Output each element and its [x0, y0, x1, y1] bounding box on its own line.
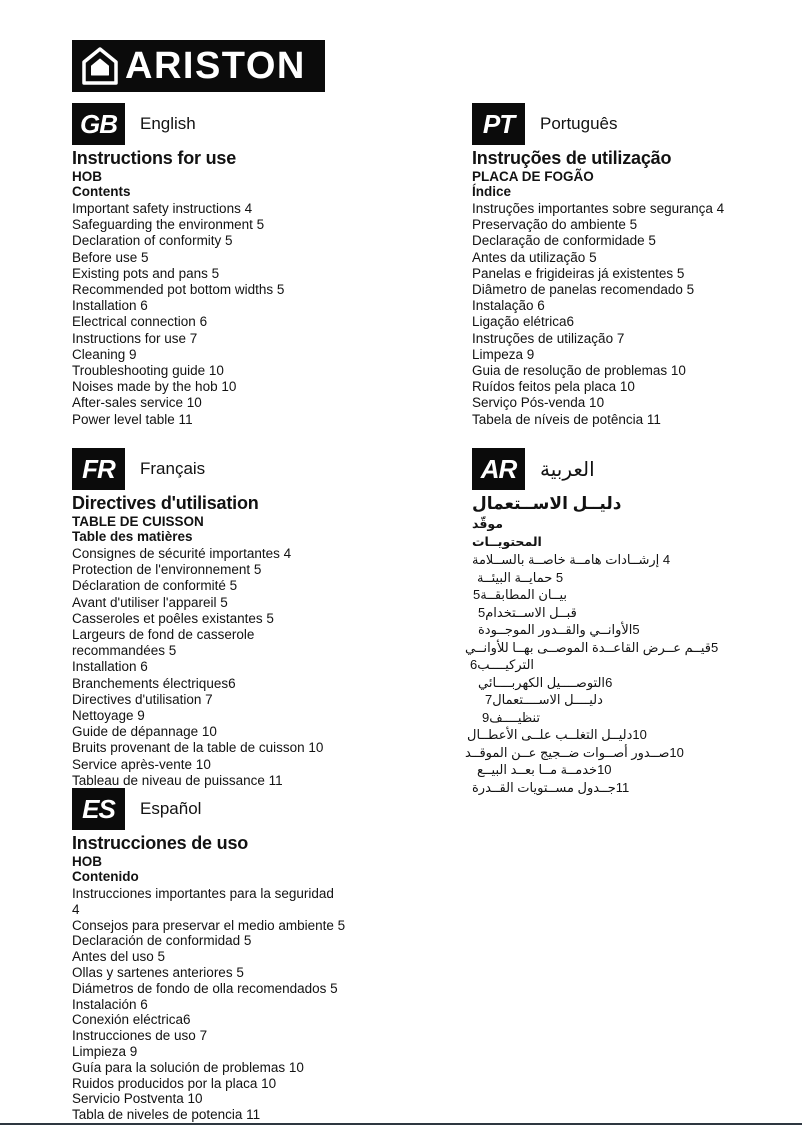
- toc-item: Important safety instructions 4: [72, 201, 253, 216]
- toc-item: Limpieza 9: [72, 1043, 138, 1059]
- toc-item: Preservação do ambiente 5: [472, 217, 638, 233]
- language-code: FR: [82, 453, 115, 484]
- toc-item: Limpeza 9: [472, 346, 535, 362]
- language-name: Español: [140, 799, 202, 818]
- toc-list: [72, 886, 412, 1123]
- toc-item: Ruídos feitos pela placa 10: [472, 379, 635, 395]
- language-code: ES: [82, 793, 115, 824]
- toc-item: Instrucciones importantes para la seguridad: [72, 886, 334, 901]
- toc-list: [472, 201, 802, 428]
- toc-list: [72, 546, 412, 789]
- language-code: PT: [482, 108, 515, 139]
- section-header: [472, 103, 802, 145]
- toc-item: Guía para la solución de problemas 10: [72, 1059, 304, 1075]
- brand-name: ARISTON: [125, 45, 306, 87]
- section-spanish: [72, 788, 412, 1123]
- toc-item: Safeguarding the environment 5: [72, 217, 265, 233]
- toc-item: Service après-vente 10: [72, 756, 211, 772]
- toc-item: Cleaning 9: [72, 346, 137, 362]
- toc-item: Installation 6: [72, 659, 148, 675]
- section-english: [72, 103, 412, 428]
- toc-item: Servicio Postventa 10: [72, 1091, 203, 1107]
- toc-item: 6التركيــــب: [470, 657, 535, 672]
- contents-label: Contents: [72, 184, 131, 199]
- section-title: Directives d'utilisation: [72, 493, 259, 513]
- section-subtitle: HOB: [72, 169, 102, 184]
- toc-item: 7دليــــل الاســــتعمال: [485, 692, 603, 707]
- language-name: Português: [540, 114, 618, 133]
- toc-item: Largeurs de fond de casserole: [72, 627, 255, 643]
- toc-item: Instalación 6: [72, 996, 148, 1012]
- house-icon: [80, 45, 120, 87]
- toc-item: Casseroles et poêles existantes 5: [72, 610, 274, 626]
- section-title: Instruções de utilização: [472, 148, 672, 168]
- section-french: [72, 448, 412, 789]
- section-title: Instrucciones de uso: [72, 833, 249, 853]
- section-header: [72, 788, 412, 830]
- toc-item: حمايــة البيئــة ‎5: [477, 569, 564, 585]
- toc-item: Instalação 6: [472, 298, 545, 314]
- language-badge-ar: [472, 448, 525, 490]
- toc-item: Power level table 11: [72, 411, 193, 427]
- toc-item: After-sales service 10: [72, 395, 202, 411]
- toc-item: Bruits provenant de la table de cuisson 10: [72, 740, 324, 756]
- language-code: AR: [480, 453, 517, 484]
- section-header: [72, 448, 412, 490]
- toc-item: Declaración de conformidad 5: [72, 933, 252, 949]
- toc-item: الأوانــي والقــدور الموجــودة‎5: [478, 622, 640, 637]
- toc-item: 5قبــل الاســتخدام: [478, 604, 577, 620]
- toc-item: Tabla de niveles de potencia 11: [72, 1107, 261, 1123]
- toc-item: 9تنظيــــف: [482, 709, 541, 725]
- toc-item: Ollas y sartenes anteriores 5: [72, 964, 244, 980]
- toc-item: 4: [72, 901, 80, 917]
- toc-item: Antes del uso 5: [72, 949, 166, 965]
- contents-label: Table des matières: [72, 529, 193, 544]
- toc-item: Troubleshooting guide 10: [72, 363, 224, 379]
- toc-item: Instrucciones de uso 7: [72, 1028, 208, 1044]
- toc-list: [72, 201, 412, 428]
- toc-item: Nettoyage 9: [72, 708, 145, 724]
- section-header: [72, 103, 412, 145]
- toc-item: recommandées 5: [72, 643, 177, 659]
- language-code: GB: [80, 108, 117, 139]
- language-name: English: [140, 114, 196, 133]
- language-badge-es: [72, 788, 125, 830]
- toc-item: جــدول مســتويات القــدرة‎11: [472, 779, 630, 795]
- language-badge-fr: [72, 448, 125, 490]
- toc-item: Tabela de níveis de potência 11: [472, 411, 661, 427]
- toc-item: 5بيــان المطابقــة: [473, 587, 568, 602]
- toc-item: Instruções de utilização 7: [472, 330, 625, 346]
- toc-item: Guide de dépannage 10: [72, 724, 217, 740]
- toc-item: التوصــــيل الكهربــــائي‎6: [478, 674, 613, 690]
- toc-item: Panelas e frigideiras já existentes 5: [472, 265, 685, 281]
- page-bottom-rule: [0, 1123, 802, 1125]
- toc-item: Branchements électriques6: [72, 675, 236, 691]
- toc-item: Installation 6: [72, 298, 148, 314]
- toc-item: صــدور أصــوات ضــجيج عــن الموقــد‎10: [465, 744, 684, 760]
- section-portuguese: [472, 103, 802, 428]
- toc-item: Guia de resolução de problemas 10: [472, 363, 686, 379]
- toc-item: Electrical connection 6: [72, 314, 208, 330]
- brand-logo: [72, 40, 325, 92]
- toc-item: Avant d'utiliser l'appareil 5: [72, 594, 228, 610]
- section-subtitle: TABLE DE CUISSON: [72, 514, 204, 529]
- toc-item: Déclaration de conformité 5: [72, 578, 238, 594]
- toc-item: قيــم عــرض القاعــدة الموصــى بهــا للأوانــي‎5: [465, 639, 719, 655]
- toc-item: إرشــادات هامــة خاصــة بالســلامة ‎4: [472, 552, 671, 567]
- toc-item: Recommended pot bottom widths 5: [72, 282, 285, 298]
- toc-item: خدمــة مــا بعــد البيــع‎10: [477, 762, 612, 777]
- toc-item: دليــل التغلــب علــى الأعطــال‎10: [467, 727, 647, 742]
- contents-label: Índice: [472, 184, 512, 199]
- toc-item: Directives d'utilisation 7: [72, 691, 213, 707]
- section-subtitle: PLACA DE FOGÃO: [472, 169, 594, 184]
- section-subtitle: HOB: [72, 854, 102, 869]
- toc-item: Instructions for use 7: [72, 330, 198, 346]
- contents-label: المحتويــات: [472, 535, 542, 549]
- toc-item: Consignes de sécurité importantes 4: [72, 546, 292, 561]
- toc-item: Declaration of conformity 5: [72, 233, 233, 249]
- toc-item: Ruidos producidos por la placa 10: [72, 1075, 277, 1091]
- toc-item: Noises made by the hob 10: [72, 379, 237, 395]
- toc-item: Antes da utilização 5: [472, 249, 597, 265]
- section-header: [472, 448, 802, 490]
- toc-item: Diâmetro de panelas recomendado 5: [472, 282, 695, 298]
- toc-item: Before use 5: [72, 249, 149, 265]
- toc-item: Serviço Pós-venda 10: [472, 395, 605, 411]
- toc-item: Ligação elétrica6: [472, 314, 575, 330]
- section-title: دليــل الاســتعمال: [472, 494, 622, 513]
- language-name: Français: [140, 459, 206, 478]
- toc-list: [465, 551, 802, 796]
- section-arabic: [465, 448, 802, 796]
- toc-item: Conexión eléctrica6: [72, 1012, 191, 1028]
- toc-item: Existing pots and pans 5: [72, 265, 220, 281]
- language-name: العربية: [540, 458, 595, 481]
- toc-item: Declaração de conformidade 5: [472, 233, 656, 249]
- toc-item: Protection de l'environnement 5: [72, 562, 262, 578]
- contents-label: Contenido: [72, 869, 139, 884]
- toc-item: Diámetros de fondo de olla recomendados 5: [72, 980, 338, 996]
- language-badge-pt: [472, 103, 525, 145]
- toc-item: Instruções importantes sobre segurança 4: [472, 201, 725, 216]
- toc-item: Tableau de niveau de puissance 11: [72, 772, 283, 788]
- section-title: Instructions for use: [72, 148, 237, 168]
- section-subtitle: موقّد: [472, 517, 503, 531]
- language-badge-gb: [72, 103, 125, 145]
- toc-item: Consejos para preservar el medio ambiente 5: [72, 917, 346, 933]
